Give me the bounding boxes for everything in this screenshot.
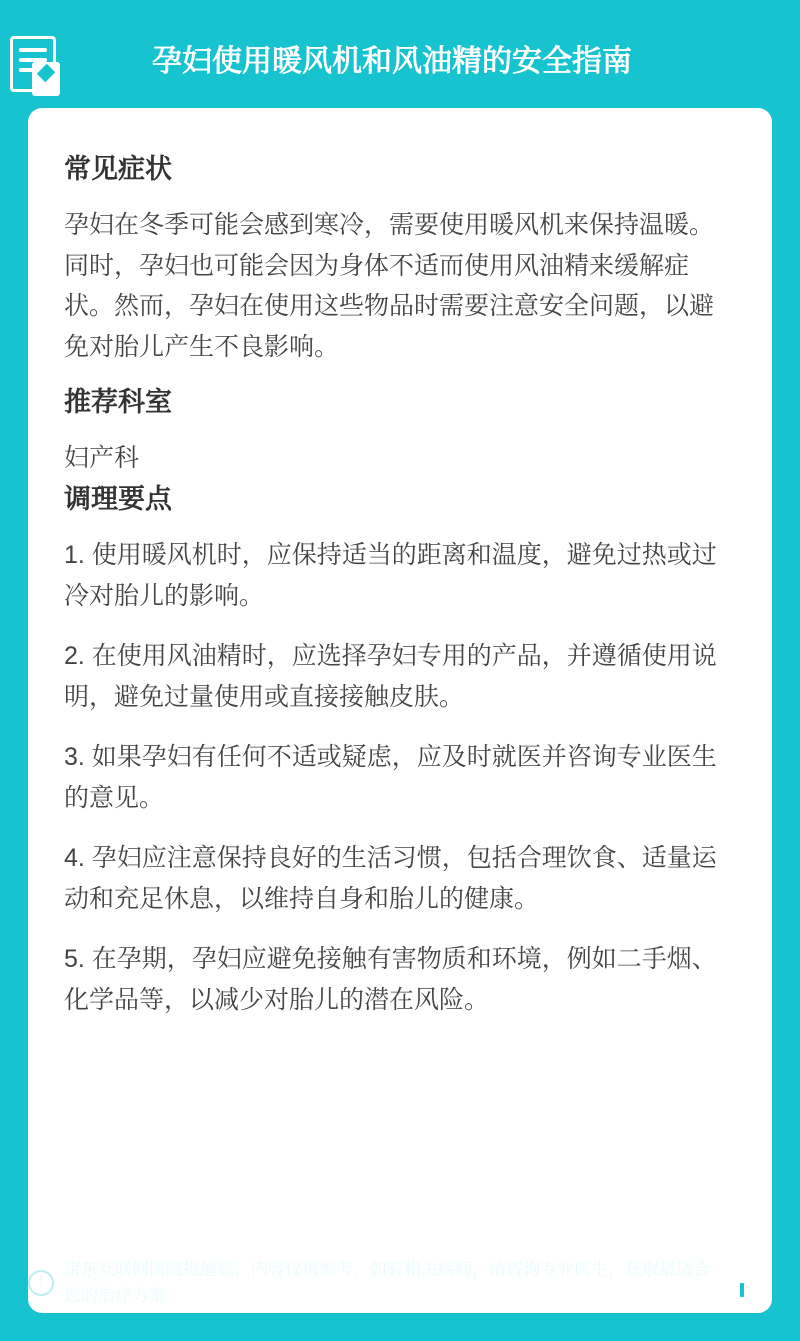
document-badge-icon [10, 36, 62, 98]
thumbs-up-icon[interactable] [732, 1263, 772, 1303]
section-text-department: 妇产科 [64, 444, 140, 473]
footer-disclaimer [28, 1237, 772, 1329]
footer-notice-text: 京东互联网医院提醒您：内容仅供参考，如有相关疾病，请咨询专业医生，获取最适合您的治疗方案 [64, 1259, 710, 1305]
document-line-1 [19, 48, 47, 52]
list-item: 4. 孕妇应注意保持良好的生活习惯，包括合理饮食、适量运动和充足休息，以维持自身和胎儿的健康。 [64, 844, 717, 913]
section-heading-symptoms: 常见症状 [64, 154, 172, 184]
care-points-list [64, 535, 736, 1020]
content-card [28, 108, 772, 1313]
list-item: 5. 在孕期，孕妇应避免接触有害物质和环境，例如二手烟、化学品等，以减少对胎儿的潜在风险。 [64, 945, 717, 1014]
thumbs-up-slot [740, 1283, 744, 1297]
section-text-symptoms: 孕妇在冬季可能会感到寒冷，需要使用暖风机来保持温暖。同时，孕妇也可能会因为身体不适而使用风油精来缓解症状。然而，孕妇在使用这些物品时需要注意安全问题，以避免对胎儿产生不良影响。 [64, 211, 715, 361]
section-heading-care-points: 调理要点 [64, 484, 172, 515]
thumbs-up-thumb [744, 1265, 758, 1281]
page-title: 孕妇使用暖风机和风油精的安全指南 [152, 45, 632, 78]
info-circle-icon [28, 1270, 54, 1296]
list-item: 1. 使用暖风机时，应保持适当的距离和温度，避免过热或过冷对胎儿的影响。 [64, 541, 717, 610]
list-item: 3. 如果孕妇有任何不适或疑虑，应及时就医并咨询专业医生的意见。 [64, 743, 717, 812]
list-item: 2. 在使用风油精时，应选择孕妇专用的产品，并遵循使用说明，避免过量使用或直接接触皮肤。 [64, 642, 717, 711]
section-heading-department: 推荐科室 [64, 387, 172, 418]
